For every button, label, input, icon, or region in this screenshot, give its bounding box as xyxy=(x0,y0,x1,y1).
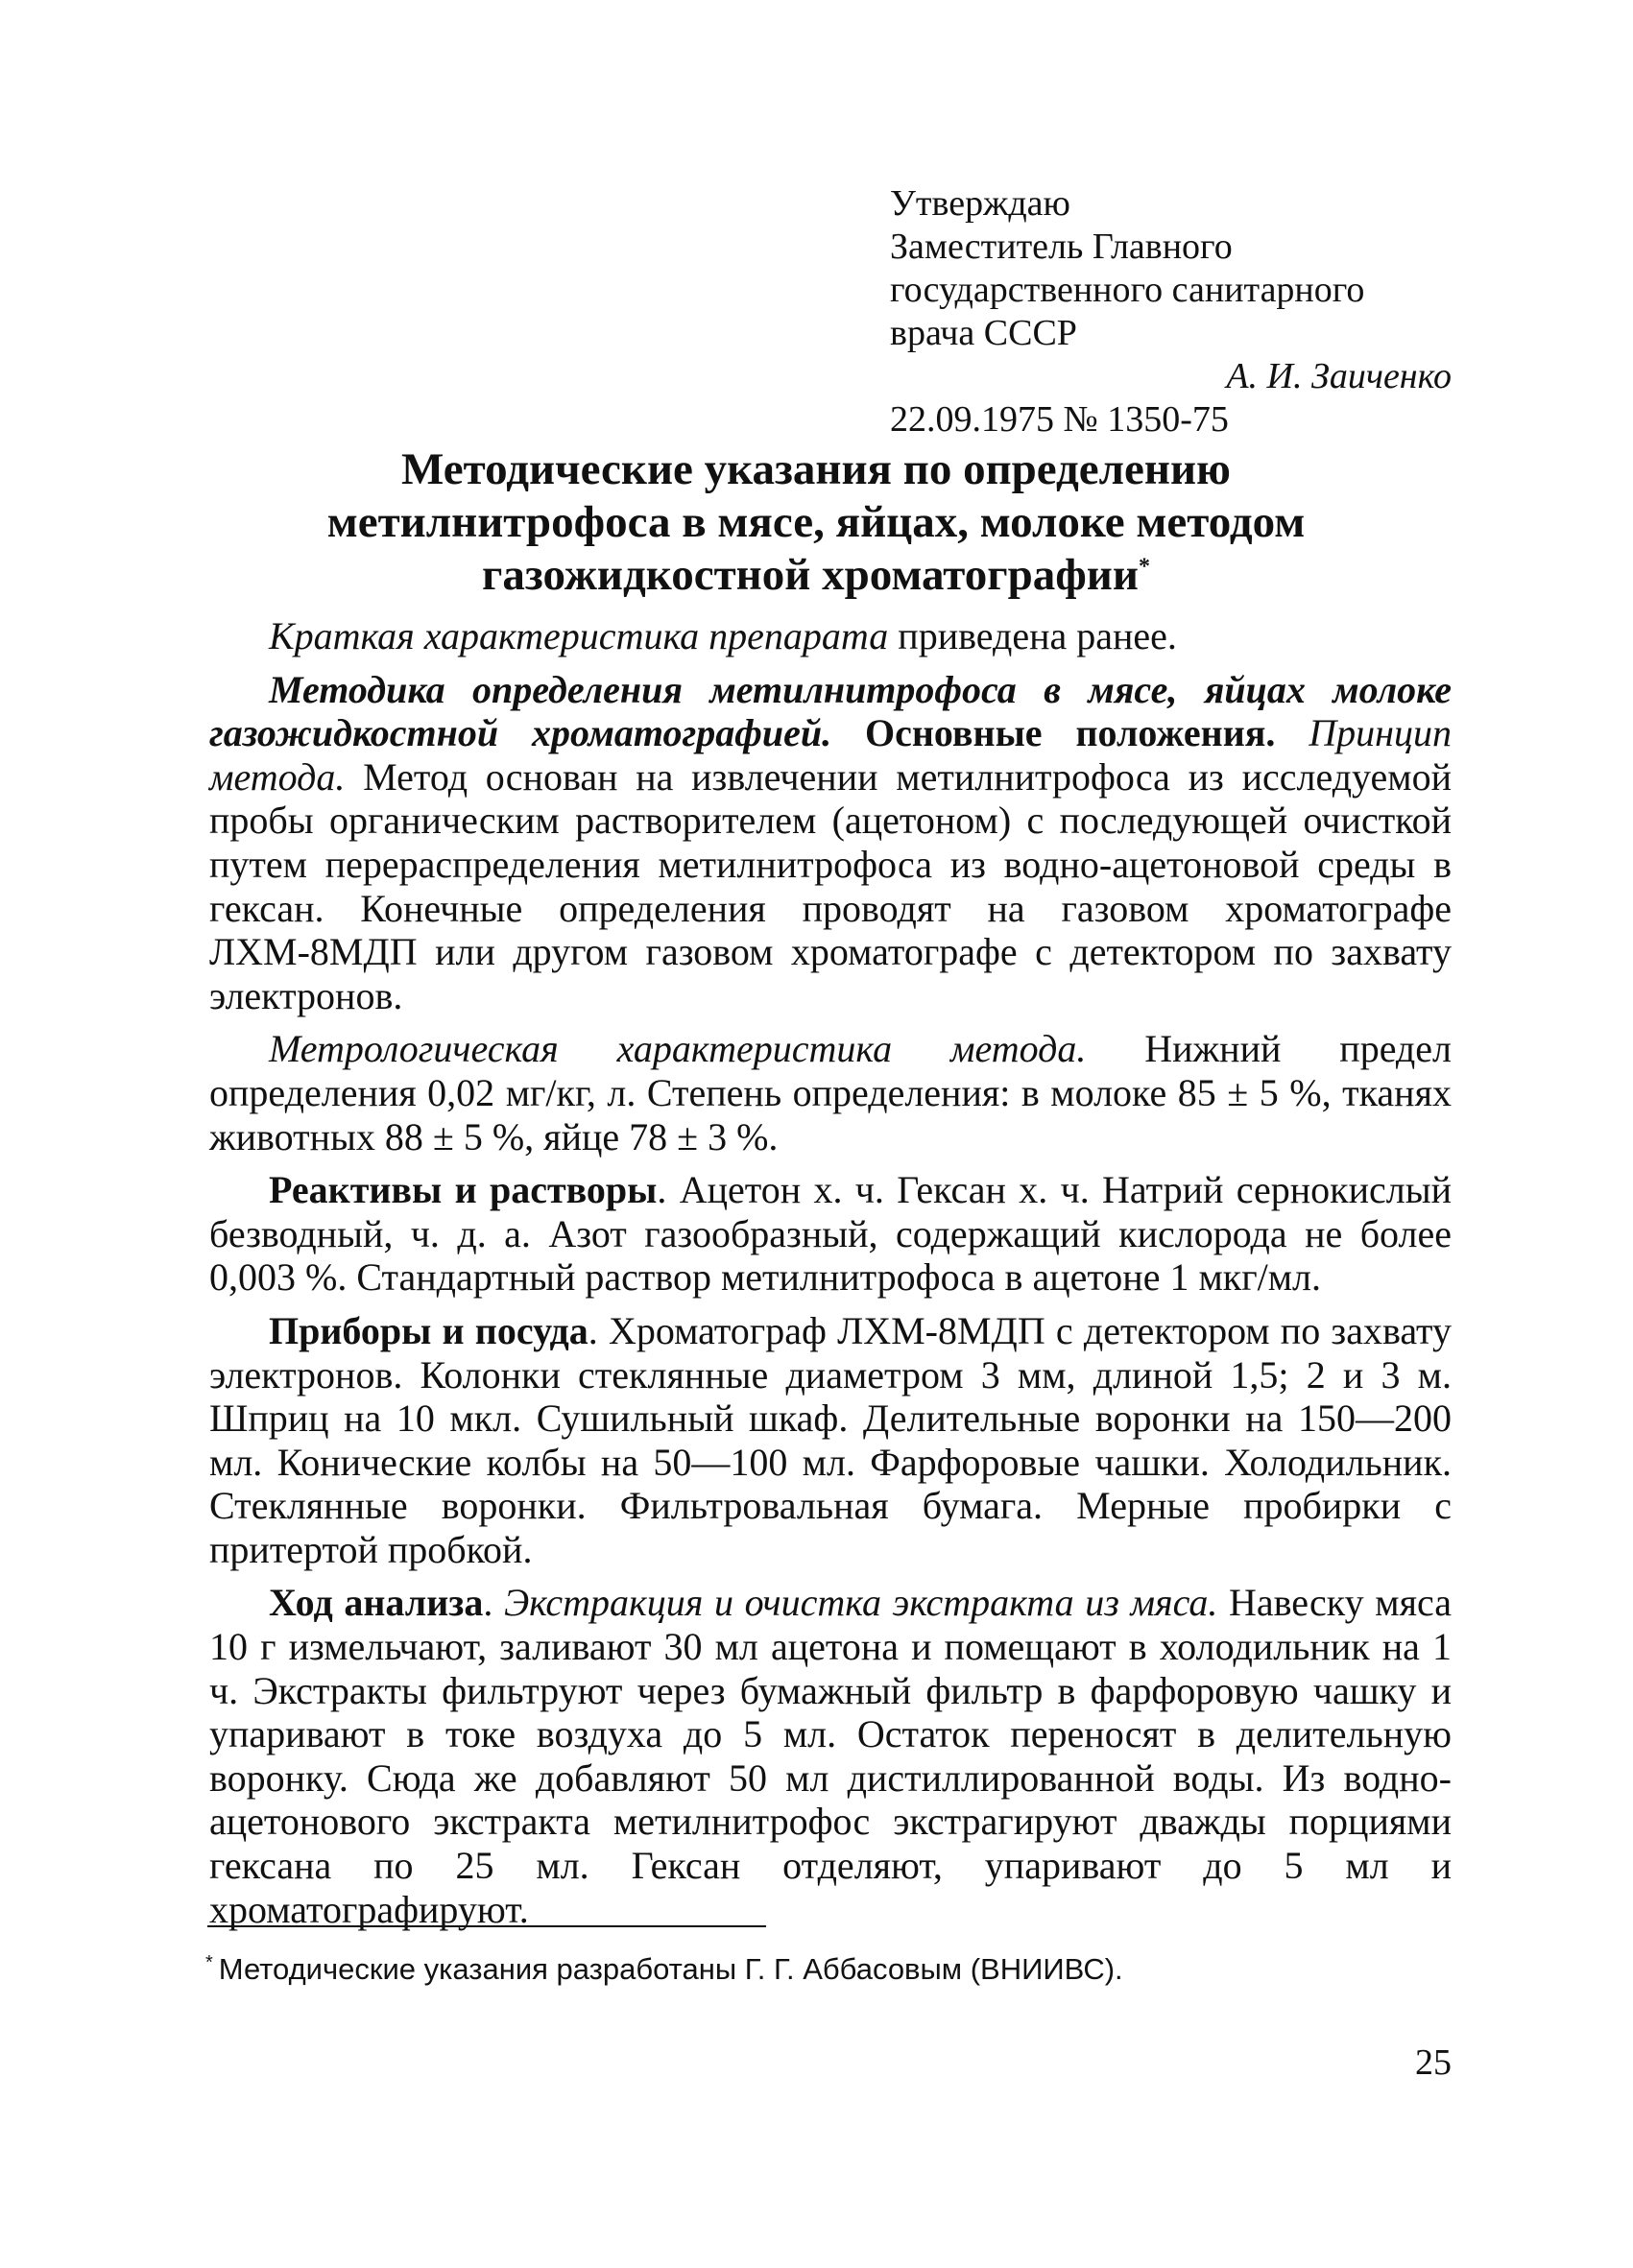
method-principle-heading: Принцип метода. xyxy=(209,711,1453,799)
paragraph-reagents xyxy=(209,1168,1452,1300)
body-text xyxy=(209,614,1452,1941)
procedure-heading: Ход анализа xyxy=(269,1581,484,1625)
title-line-1: Методические указания по определению xyxy=(401,444,1231,494)
reagents-heading: Реактивы и растворы xyxy=(269,1168,658,1212)
reagents-text: . Ацетон х. ч. Гексан х. ч. Натрий сернокислый безводный, ч. д. а. Азот газообразный, содержащий кислорода не более 0,003 %. Стандартный раствор метилнитрофоса в ацетоне 1 мкг/мл. xyxy=(209,1168,1453,1300)
procedure-separator: . xyxy=(483,1581,504,1625)
method-lead: Методика определения метилнитрофоса в мясе, яйцах молоке газожидкостной хроматографией. xyxy=(209,667,1452,755)
title-line-2: метилнитрофоса в мясе, яйцах, молоке методом xyxy=(326,497,1306,547)
footnote xyxy=(205,1950,1357,1989)
procedure-subheading: Экстракция и очистка экстракта из мяса. xyxy=(503,1581,1218,1625)
footnote-divider xyxy=(207,1925,766,1927)
approval-position-line3: врача СССР xyxy=(890,313,1077,353)
metrology-heading: Метрологическая характеристика метода. xyxy=(269,1027,1087,1071)
page-number: 25 xyxy=(1415,2042,1452,2083)
summary-text: приведена ранее. xyxy=(888,614,1177,657)
paragraph-metrology xyxy=(209,1027,1452,1158)
summary-lead: Краткая характеристика препарата xyxy=(269,614,889,657)
equipment-text: . Хроматограф ЛХМ-8МДП с детектором по захвату электронов. Колонки стеклянные диаметром 3 мм, длиной 1,5; 2 и 3 м. Шприц на 10 мкл. Сушильный шкаф. Делительные воронки на 150—200 мл. Конические колбы на 50—100 мл. Фарфоровые чашки. Холодильник. Стеклянные воронки. Фильтровальная бумага. Мерные пробирки с притертой пробкой. xyxy=(209,1308,1452,1571)
metrology-text: Нижний предел определения 0,02 мг/кг, л. Степень определения: в молоке 85 ± 5 %, тканях животных 88 ± 5 %, яйце 78 ± 3 %. xyxy=(209,1027,1452,1158)
approval-date-number: 22.09.1975 № 1350-75 xyxy=(890,399,1229,440)
paragraph-procedure xyxy=(209,1581,1452,1931)
method-principle-text: Метод основан на извлечении метилнитрофоса из исследуемой пробы органическим растворителем (ацетоном) с последующей очисткой путем перераспределения метилнитрофоса из водно-ацетоновой среды в гексан. Конечные определения проводят на газовом хроматографе ЛХМ-8МДП или другом газовом хроматографе с детектором по захвату электронов. xyxy=(209,754,1452,1017)
title-line-3 xyxy=(211,549,1421,602)
document-title xyxy=(211,443,1421,602)
equipment-heading: Приборы и посуда xyxy=(269,1308,588,1352)
paragraph-method-principle xyxy=(209,668,1452,1018)
title-line-3-text: газожидкостной хроматографии xyxy=(482,550,1139,600)
approval-position-line1: Заместитель Главного xyxy=(890,227,1233,267)
paragraph-summary xyxy=(209,614,1452,658)
footnote-text: Методические указания разработаны Г. Г. Аббасовым (ВНИИВС). xyxy=(218,1952,1123,1986)
approval-heading: Утверждаю xyxy=(890,183,1070,224)
approval-block xyxy=(890,182,1452,442)
title-footnote-mark: * xyxy=(1138,554,1150,580)
footnote-mark: * xyxy=(205,1951,213,1973)
approval-position-line2: государственного санитарного xyxy=(890,270,1365,310)
procedure-text: Навеску мяса 10 г измельчают, заливают 30 мл ацетона и помещают в холодильник на 1 ч. Экстракты фильтруют через бумажный фильтр в фарфоровую чашку и упаривают в токе воздуха до 5 мл. Остаток переносят в делительную воронку. Сюда же добавляют 50 мл дистиллированной воды. Из водно-ацетонового экстракта метилнитрофос экстрагируют дважды порциями гексана по 25 мл. Гексан отделяют, упаривают до 5 мл и хроматографируют. xyxy=(209,1581,1453,1931)
method-basics-heading: Основные положения. xyxy=(831,711,1276,755)
approval-signer: А. И. Заиченко xyxy=(1226,356,1452,396)
paragraph-equipment xyxy=(209,1309,1452,1572)
